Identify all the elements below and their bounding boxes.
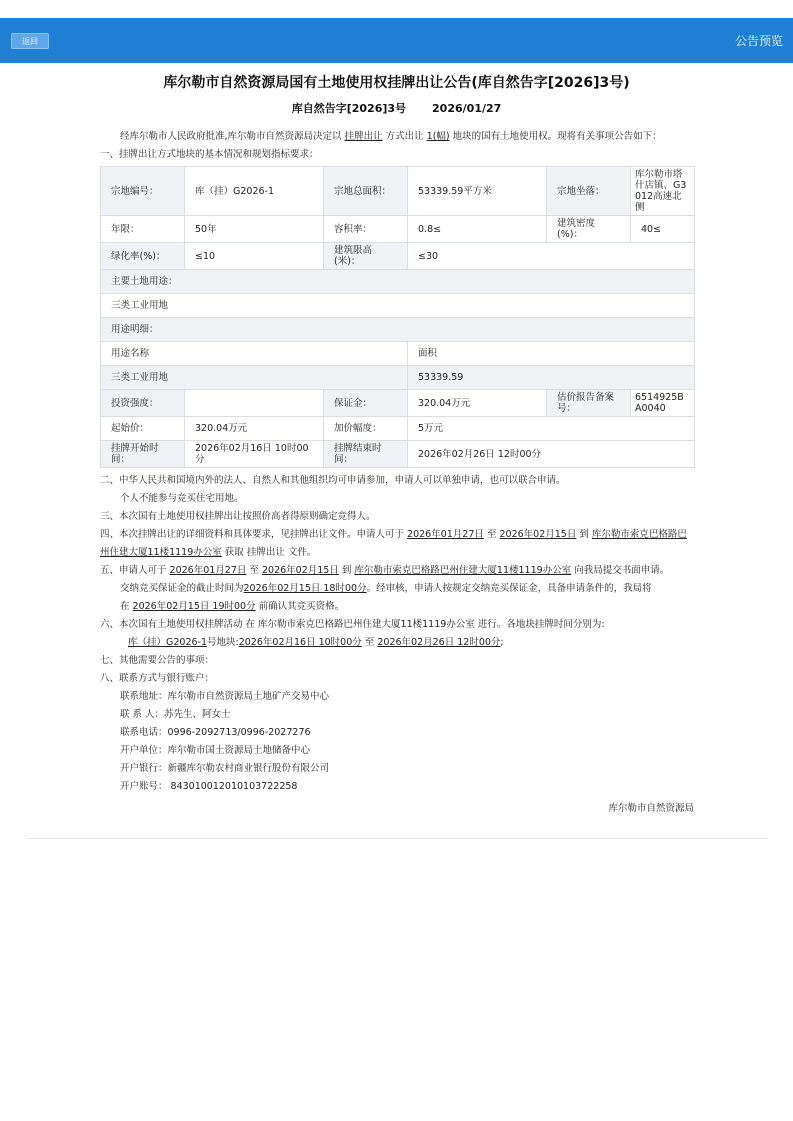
use-name-value: 三类工业用地 (101, 366, 408, 390)
term-label: 年限： (101, 216, 185, 243)
deposit-value: 320.04万元 (408, 390, 547, 417)
report-label: 估价报告备案号： (547, 390, 631, 417)
account-bank: 开户银行：新疆库尔勒农村商业银行股份有限公司 (120, 763, 330, 774)
use-area-header: 面积 (408, 342, 695, 366)
section-1-heading: 一、挂牌出让方式地块的基本情况和规划指标要求： (100, 149, 319, 160)
parcel-table (100, 166, 695, 468)
far-value: 0.8≤ (408, 216, 547, 243)
use-area-value: 53339.59 (408, 366, 695, 390)
invest-value (185, 390, 324, 417)
term-value: 50年 (185, 216, 324, 243)
main-use-value: 三类工业用地 (101, 294, 695, 318)
area-label: 宗地总面积： (324, 167, 408, 216)
doc-end-date: 2026年02月15日 (499, 529, 577, 540)
table-row (101, 216, 695, 243)
table-row (101, 366, 695, 390)
table-row (101, 270, 695, 294)
announcement-title: 库尔勒市自然资源局国有土地使用权挂牌出让公告(库自然告字[2026]3号) (163, 75, 630, 91)
account-unit: 开户单位：库尔勒市国土资源局土地储备中心 (120, 745, 311, 756)
apply-place: 库尔勒市索克巴格路巴州住建大厦11楼1119办公室 (354, 565, 572, 576)
increment-label: 加价幅度： (324, 417, 408, 441)
section-8-heading: 八、联系方式与银行账户： (100, 673, 215, 684)
far-label: 容积率： (324, 216, 408, 243)
parcel-no-value: 库（挂）G2026-1 (185, 167, 324, 216)
issuer-signature: 库尔勒市自然资源局 (608, 803, 694, 814)
use-name-header: 用途名称 (101, 342, 408, 366)
schedule-start: 2026年02月16日 10时00分 (238, 637, 362, 648)
apply-end-date: 2026年02月15日 (261, 565, 339, 576)
list-end-value: 2026年02月26日 12时00分 (408, 441, 695, 468)
section-5-confirm: 在 2026年02月15日 19时00分 前确认其竞买资格。 (120, 601, 345, 612)
section-5: 五、申请人可于 2026年01月27日 至 2026年02月15日 到 库尔勒市索克巴格路巴州住建大厦11楼1119办公室 向我局提交书面申请。 (100, 565, 670, 576)
density-value: 40≤ (631, 216, 695, 243)
contact-address: 联系地址：库尔勒市自然资源局土地矿产交易中心 (120, 691, 330, 702)
height-value: ≤30 (408, 243, 695, 270)
location-value: 库尔勒市塔什店镇、G3012高速北侧 (631, 167, 695, 216)
intro-paragraph: 经库尔勒市人民政府批准,库尔勒市自然资源局决定以 挂牌出让 方式出让 1(幅) 地块的国有土地使用权。现将有关事项公告如下： (120, 131, 662, 142)
list-start-label: 挂牌开始时间： (101, 441, 185, 468)
doc-start-date: 2026年01月27日 (407, 529, 484, 540)
announcement-number: 库自然告字[2026]3号 (291, 102, 407, 115)
announcement-body (100, 128, 694, 818)
divider (26, 838, 768, 839)
top-bar (0, 18, 793, 63)
list-start-value: 2026年02月16日 10时00分 (185, 441, 324, 468)
height-label: 建筑限高(米)： (324, 243, 408, 270)
contact-phone: 联系电话：0996-2092713/0996-2027276 (120, 727, 311, 738)
transfer-method: 挂牌出让 (344, 131, 383, 142)
report-value: 6514925BA0040 (631, 390, 695, 417)
start-price-value: 320.04万元 (185, 417, 324, 441)
account-number: 开户账号： 843010012010103722258 (120, 781, 298, 792)
table-row (101, 441, 695, 468)
section-5-deposit: 交纳竞买保证金的截止时间为2026年02月15日 18时00分。经审核，申请人按规定交纳竞买保证金，具备申请条件的，我局将 (120, 583, 652, 594)
list-end-label: 挂牌结束时间： (324, 441, 408, 468)
section-6: 六、本次国有土地使用权挂牌活动 在 库尔勒市索克巴格路巴州住建大厦11楼1119办公室 进行。各地块挂牌时间分别为: (100, 619, 605, 630)
main-use-label: 主要土地用途： (101, 270, 695, 294)
table-row (101, 390, 695, 417)
invest-label: 投资强度： (101, 390, 185, 417)
back-button[interactable]: 返回 (11, 33, 49, 49)
area-value: 53339.59平方米 (408, 167, 547, 216)
deposit-label: 保证金： (324, 390, 408, 417)
parcel-no-label: 宗地编号： (101, 167, 185, 216)
location-label: 宗地坐落： (547, 167, 631, 216)
section-7: 七、其他需要公告的事项： (100, 655, 215, 666)
use-detail-label: 用途明细： (101, 318, 695, 342)
green-label: 绿化率(%)： (101, 243, 185, 270)
start-price-label: 起始价： (101, 417, 185, 441)
table-row (101, 294, 695, 318)
green-value: ≤10 (185, 243, 324, 270)
density-label: 建筑密度(%)： (547, 216, 631, 243)
schedule-parcel: 库（挂）G2026-1 (128, 637, 208, 648)
table-row (101, 342, 695, 366)
section-6-schedule: 库（挂）G2026-1号地块:2026年02月16日 10时00分 至 2026年02月26日 12时00分; (128, 637, 504, 648)
increment-value: 5万元 (408, 417, 695, 441)
table-row (101, 243, 695, 270)
contact-person: 联 系 人：苏先生、阿女士 (120, 709, 231, 720)
parcel-count: 1(幅) (426, 131, 450, 142)
schedule-end: 2026年02月26日 12时00分 (377, 637, 501, 648)
table-row (101, 417, 695, 441)
page-title: 公告预览 (734, 34, 783, 48)
announcement-meta (0, 100, 793, 116)
announcement-date: 2026/01/27 (432, 102, 502, 115)
section-2: 二、中华人民共和国境内外的法人、自然人和其他组织均可申请参加，申请人可以单独申请，也可以联合申请。 (100, 475, 566, 486)
doc-place: 库尔勒市索克巴格路巴州住建大厦11楼1119办公室 (100, 529, 687, 558)
section-2-note: 个人不能参与竞买住宅用地。 (120, 493, 244, 504)
deposit-deadline: 2026年02月15日 18时00分 (243, 583, 367, 594)
apply-start-date: 2026年01月27日 (169, 565, 247, 576)
confirm-time: 2026年02月15日 19时00分 (132, 601, 256, 612)
table-row (101, 318, 695, 342)
table-row (101, 167, 695, 216)
contact-info (100, 688, 694, 796)
section-3: 三、本次国有土地使用权挂牌出让按照价高者得原则确定竞得人。 (100, 511, 376, 522)
section-4: 四、本次挂牌出让的详细资料和具体要求，见挂牌出让文件。申请人可于 2026年01月27日 至 2026年02月15日 到 库尔勒市索克巴格路巴州住建大厦11楼1119办公室 获取 挂牌出让 文件。 (100, 529, 687, 558)
